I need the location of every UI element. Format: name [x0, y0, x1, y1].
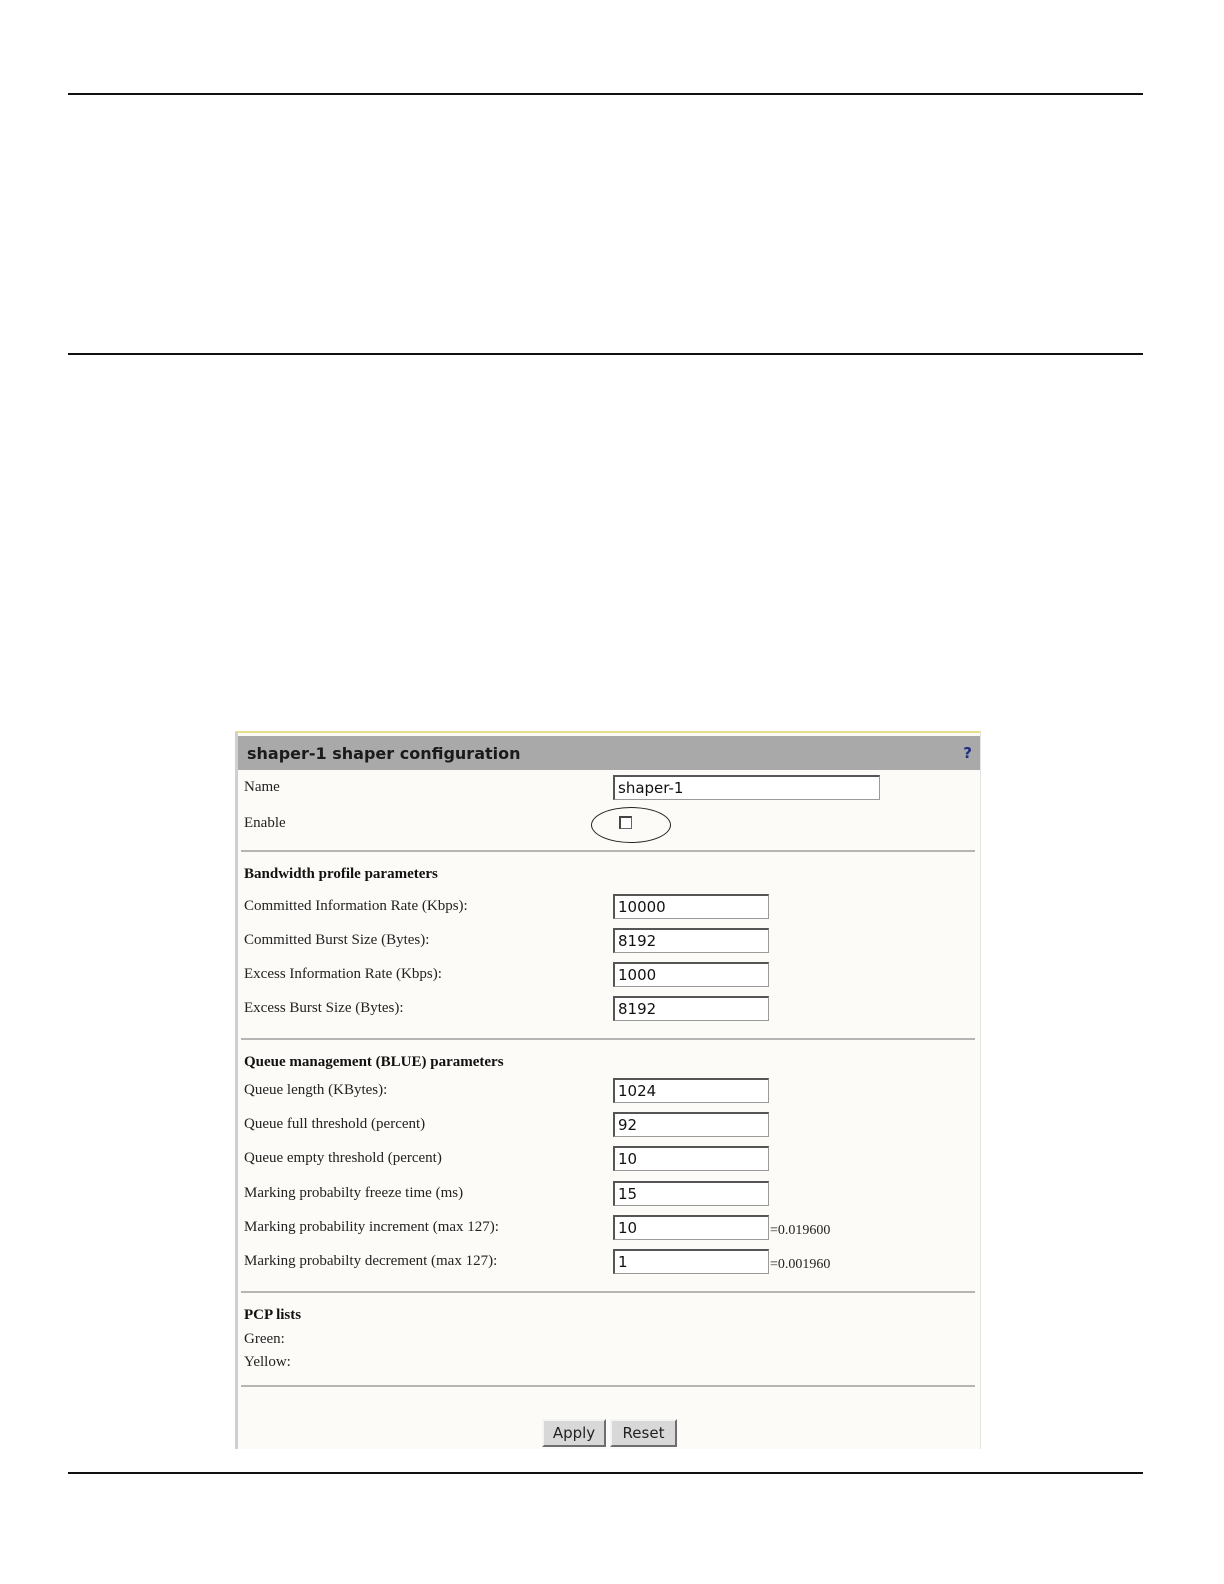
pcp-green-label: Green: — [244, 1331, 285, 1347]
bandwidth-heading: Bandwidth profile parameters — [244, 866, 438, 882]
pcp-yellow-label: Yellow: — [244, 1354, 291, 1370]
queue-full-input[interactable] — [613, 1112, 769, 1137]
shaper-config-panel — [235, 731, 981, 1449]
queue-full-label: Queue full threshold (percent) — [244, 1116, 426, 1132]
name-label: Name — [244, 779, 280, 795]
page-rule-top — [68, 93, 1143, 95]
freeze-time-input[interactable] — [613, 1181, 769, 1206]
cbs-label: Committed Burst Size (Bytes): — [244, 932, 430, 948]
section-divider — [241, 1291, 975, 1293]
eir-input[interactable] — [613, 962, 769, 987]
page-rule-middle — [68, 353, 1143, 355]
decrement-input[interactable] — [613, 1249, 769, 1274]
section-divider — [241, 1385, 975, 1387]
decrement-label: Marking probabilty decrement (max 127): — [244, 1253, 498, 1269]
help-icon[interactable]: ? — [963, 744, 972, 762]
cir-input[interactable] — [613, 894, 769, 919]
enable-label: Enable — [244, 815, 286, 831]
pcp-heading: PCP lists — [244, 1307, 302, 1323]
increment-result: =0.019600 — [770, 1223, 831, 1238]
queue-length-label: Queue length (KBytes): — [244, 1082, 388, 1098]
queue-heading: Queue management (BLUE) parameters — [244, 1054, 504, 1070]
queue-empty-label: Queue empty threshold (percent) — [244, 1150, 442, 1166]
section-divider — [241, 1038, 975, 1040]
ebs-input[interactable] — [613, 996, 769, 1021]
decrement-result: =0.001960 — [770, 1257, 831, 1272]
ebs-label: Excess Burst Size (Bytes): — [244, 1000, 404, 1016]
freeze-time-label: Marking probabilty freeze time (ms) — [244, 1185, 464, 1201]
increment-label: Marking probability increment (max 127): — [244, 1219, 499, 1235]
queue-length-input[interactable] — [613, 1078, 769, 1103]
queue-empty-input[interactable] — [613, 1146, 769, 1171]
cbs-input[interactable] — [613, 928, 769, 953]
reset-button[interactable]: Reset — [610, 1419, 677, 1447]
increment-input[interactable] — [613, 1215, 769, 1240]
panel-title: shaper-1 shaper configuration — [247, 744, 521, 763]
enable-checkbox[interactable] — [619, 816, 632, 829]
cir-label: Committed Information Rate (Kbps): — [244, 898, 468, 914]
apply-button[interactable]: Apply — [542, 1419, 606, 1447]
section-divider — [241, 850, 975, 852]
name-input[interactable] — [613, 775, 880, 800]
eir-label: Excess Information Rate (Kbps): — [244, 966, 442, 982]
panel-titlebar — [238, 736, 980, 770]
page-rule-bottom — [68, 1472, 1143, 1474]
